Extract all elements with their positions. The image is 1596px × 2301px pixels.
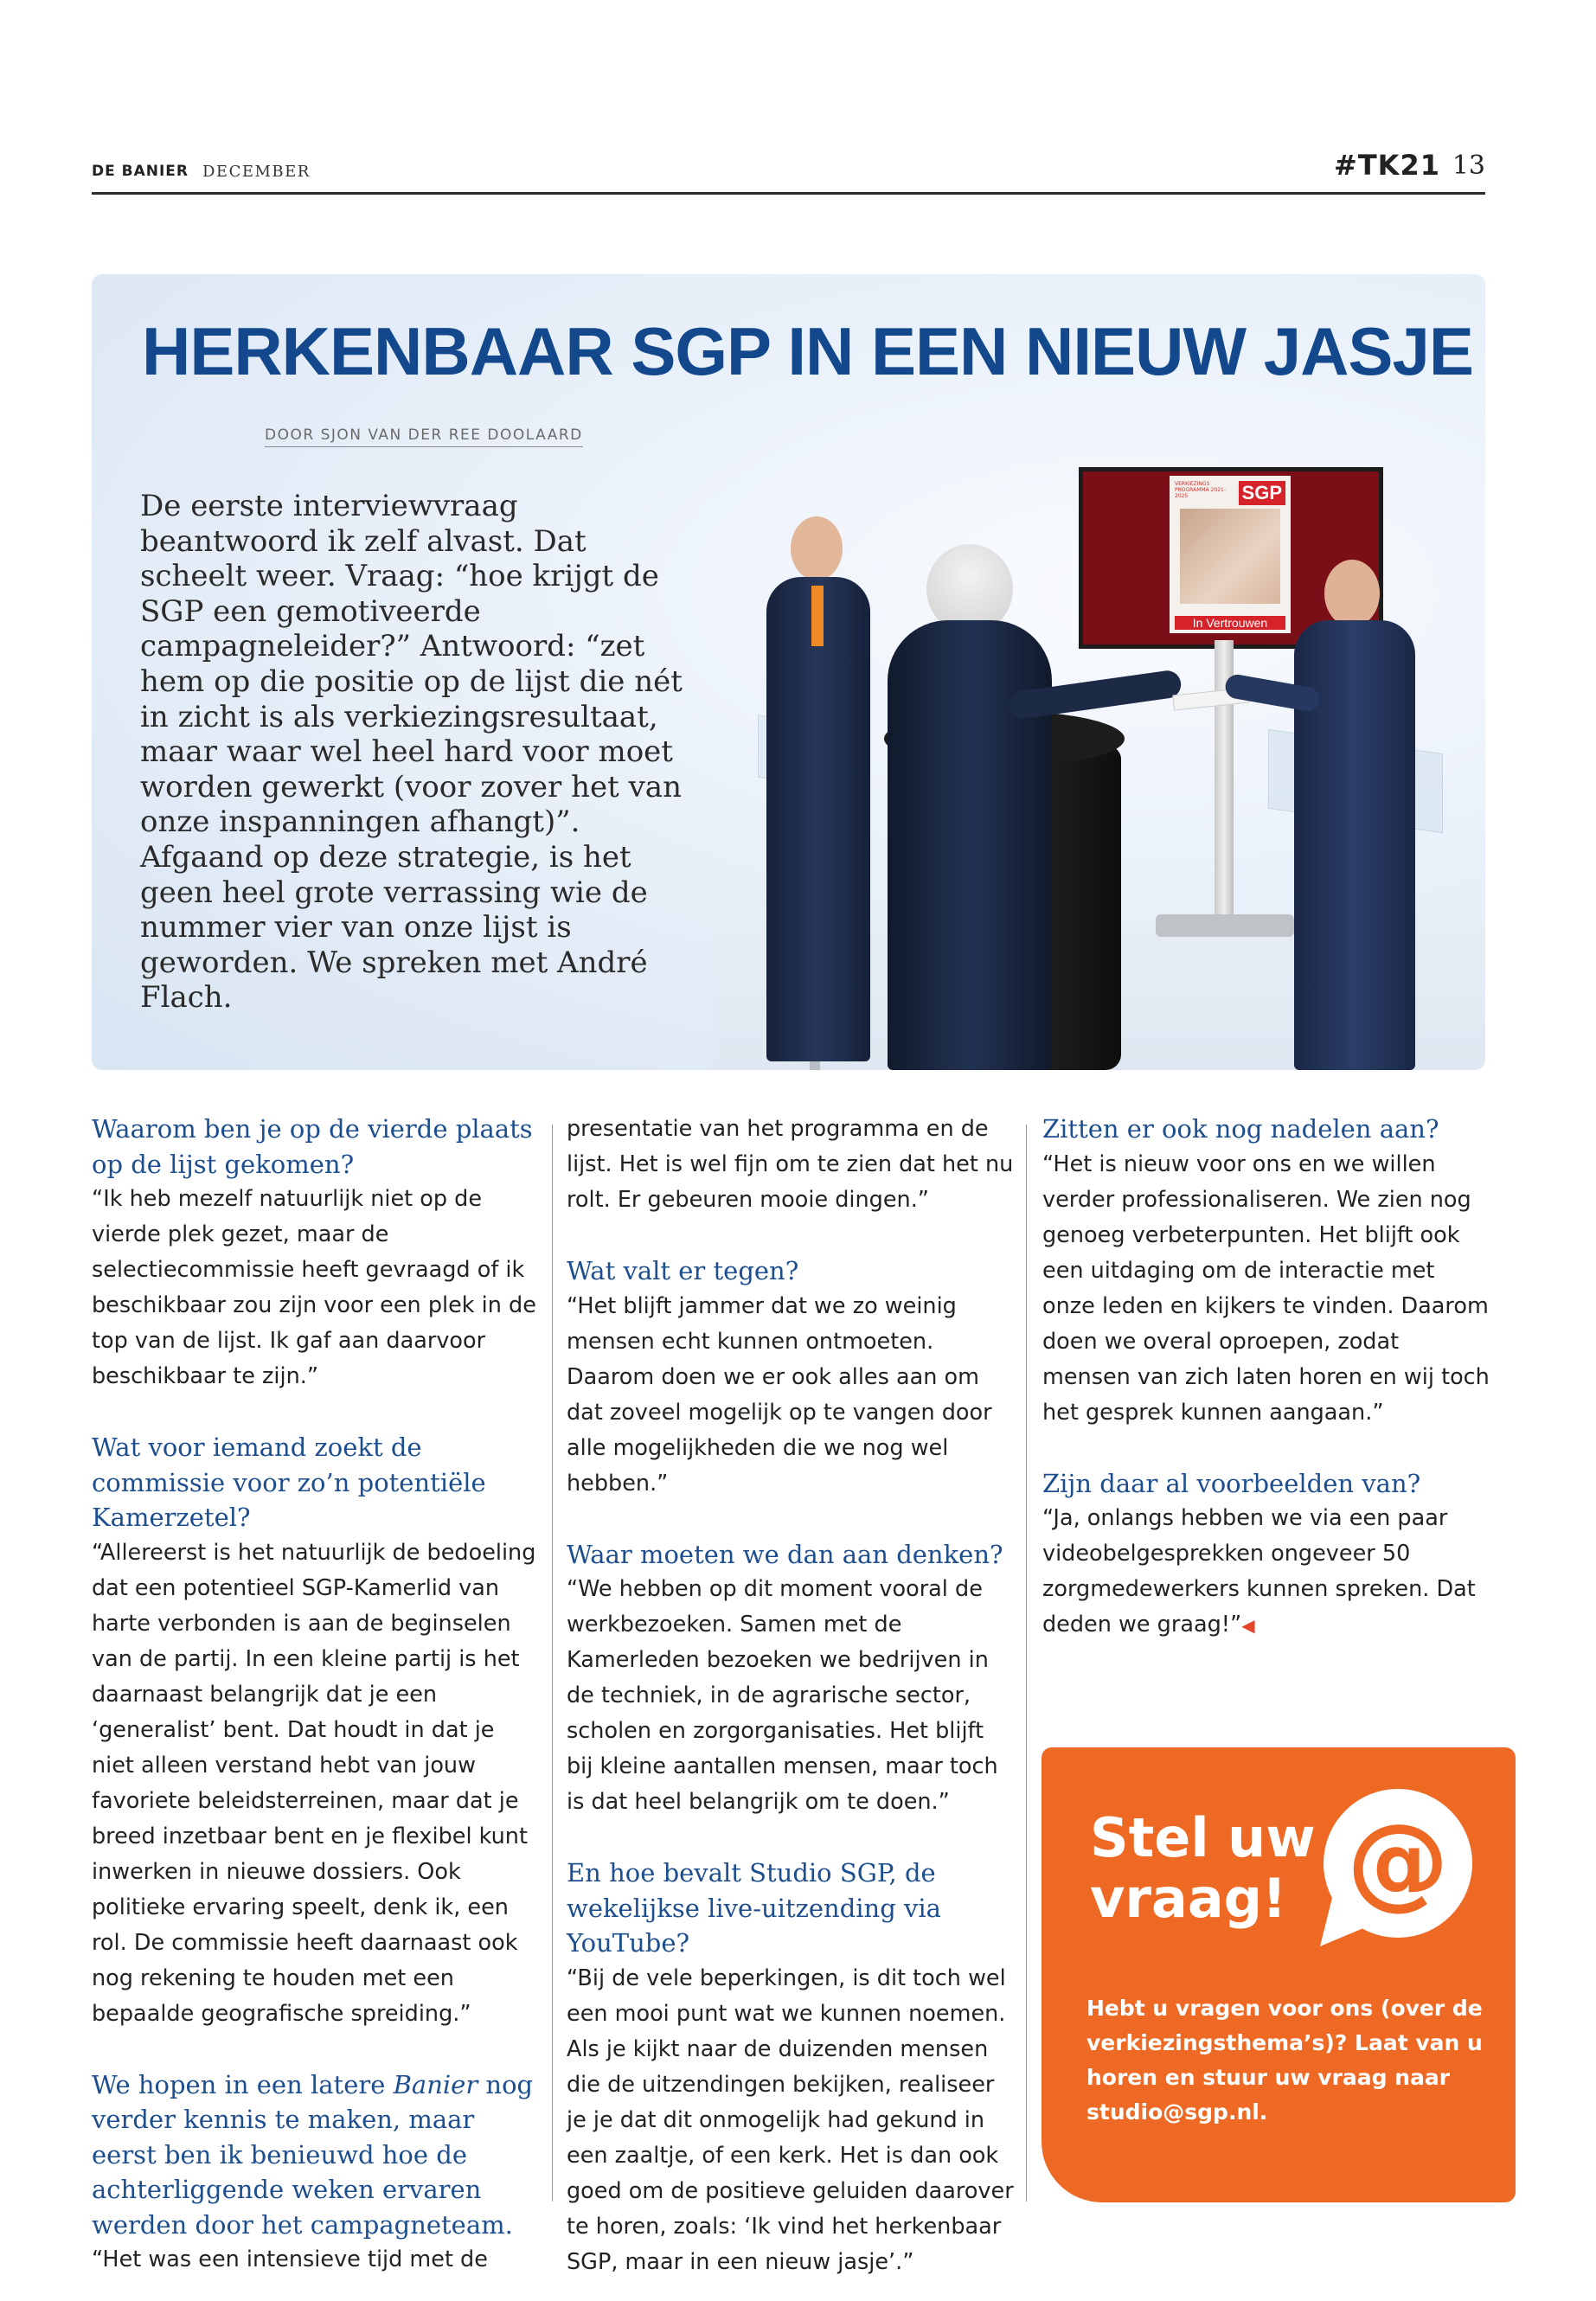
cover-photo: [1180, 509, 1280, 604]
answer-2: “Allereerst is het natuurlijk de bedoeling dat een potentieel SGP-Kamerlid van harte verbonden is aan de beginselen van de partij. In een kleine partij is het daarnaast belangrijk dat je een ‘generalist’ bent. Dat houdt in dat je niet alleen verstand hebt van jouw favoriete beleidsterreinen, maar dat je breed inzetbaar bent en je flexibel kunt inwerken in nieuwe dossiers. Ook politieke ervaring speelt, denk ik, een rol. De commissie heeft daarnaast ook nog rekening te houden met een bepaalde geografische spreiding.”: [92, 1539, 536, 2027]
question-3-emphasis: Banier: [393, 2069, 478, 2099]
sgp-logo: SGP: [1239, 481, 1285, 505]
person-right-head: [1324, 560, 1380, 627]
answer-6: “Bij de vele beperkingen, is dit toch wel een mooi punt wat we kunnen noemen. Als je kijkt naar de duizenden mensen die de uitzendingen bekijken, realiseer je je dat dit onmogelijk had gekund in een zaaltje, of een kerk. Het is dan ook goed om de positieve geluiden daarover te horen, zoals: ‘Ik vind het herkenbaar SGP, maar in een nieuw jasje’.”: [567, 1965, 1014, 2275]
question-3: [92, 2067, 542, 2243]
hero-photo: [715, 274, 1485, 1070]
question-5: Waar moeten we dan aan denken?: [567, 1539, 1003, 1569]
page-number: 13: [1452, 151, 1485, 181]
column-3: [1042, 1112, 1492, 1644]
screen-subtitle: In Vertrouwen: [1175, 616, 1285, 630]
answer-3-start: “Het was een intensieve tijd met de: [92, 2247, 488, 2272]
answer-7: “Het is nieuw voor ons en we willen verder professionaliseren. We zien nog genoeg verbeterpunten. Het blijft ook een uitdaging om de interactie met onze leden en kijkers te vinden. Daarom doen we overal oproepen, zodat mensen van zich laten horen en wij toch het gesprek kunnen aangaan.”: [1042, 1150, 1490, 1426]
question-3-part1: We hopen in een latere: [92, 2069, 394, 2099]
question-3-part2: nog verder kennis te maken, maar eerst ben ik benieuwd hoe de achterliggende weken ervaren werden door het campagneteam.: [92, 2069, 534, 2240]
answer-3-continued: presentatie van het programma en de lijst. Het is wel fijn om te zien dat het nu rolt. Er gebeuren mooie dingen.”: [567, 1116, 1014, 1213]
person-back-tie: [811, 586, 824, 646]
column-divider-1: [552, 1125, 553, 2202]
hero-panel: [92, 274, 1485, 1070]
person-center-body: [888, 620, 1052, 1070]
column-divider-2: [1026, 1125, 1027, 2202]
question-8: Zijn daar al voorbeelden van?: [1042, 1468, 1421, 1498]
answer-5: “We hebben op dit moment vooral de werkbezoeken. Samen met de Kamerleden bezoeken we bedrijven in de techniek, in de agrarische sector, scholen en zorgorganisaties. Het blijft bij kleine aantallen mensen, maar toch is dat heel belangrijk om te doen.”: [567, 1576, 998, 1815]
question-2: Wat voor iemand zoekt de commissie voor zo’n potentiële Kamerzetel?: [92, 1433, 486, 1532]
question-6: En hoe bevalt Studio SGP, de wekelijkse live-uitzending via YouTube?: [567, 1858, 941, 1958]
ask-question-box: [1042, 1747, 1516, 2202]
ask-box-text: Hebt u vragen voor ons (over de verkiezingsthema’s)? Laat van u horen en stuur uw vraag naar studio@sgp.nl.: [1086, 1996, 1483, 2125]
page-header: [92, 149, 1485, 195]
program-cover: [1170, 476, 1291, 633]
article-headline: HERKENBAAR SGP IN EEN NIEUW JASJE: [142, 313, 1473, 389]
answer-4: “Het blijft jammer dat we zo weinig mensen echt kunnen ontmoeten. Daarom doen we er ook alles aan om dat zoveel mogelijk op te vangen door alle mogelijkheden die we nog wel hebben.”: [567, 1292, 992, 1497]
article-byline: DOOR SJON VAN DER REE DOOLAARD: [265, 426, 583, 447]
screen-stand-base: [1156, 914, 1294, 937]
person-back-body: [766, 577, 870, 1061]
at-sign-speech-bubble-icon: [1313, 1785, 1477, 1950]
question-1: Waarom ben je op de vierde plaats op de lijst gekomen?: [92, 1114, 533, 1179]
article-intro: De eerste interviewvraag beantwoord ik zelf alvast. Dat scheelt weer. Vraag: “hoe krijgt de SGP een gemotiveerde campagneleider?” Antwoord: “zet hem op die positie op de lijst die nét in zicht is als verkiezingsresultaat, maar waar wel heel hard voor moet worden gewerkt (voor zover het van onze inspanningen afhangt)”. Afgaand op deze strategie, is het geen heel grote verrassing wie de nummer vier van onze lijst is geworden. We spreken met André Flach.: [140, 489, 683, 1016]
question-7: Zitten er ook nog nadelen aan?: [1042, 1114, 1439, 1144]
column-1: [92, 1112, 542, 2278]
column-2: [567, 1112, 1016, 2280]
svg-text:@: @: [1347, 1801, 1449, 1920]
answer-8: [1042, 1501, 1492, 1644]
end-mark-icon: ◀: [1241, 1615, 1255, 1636]
section-tag: #TK21: [1334, 149, 1440, 182]
question-4: Wat valt er tegen?: [567, 1256, 799, 1285]
person-back-head: [791, 516, 843, 580]
publication-name: DE BANIER: [92, 163, 189, 180]
answer-1: “Ik heb mezelf natuurlijk niet op de vierde plek gezet, maar de selectiecommissie heeft gevraagd of ik beschikbaar zou zijn voor een plek in de top van de lijst. Ik gaf aan daarvoor beschikbaar te zijn.”: [92, 1186, 536, 1389]
ask-box-title: Stel uw vraag!: [1090, 1806, 1316, 1930]
answer-8-text: “Ja, onlangs hebben we via een paar videobelgesprekken ongeveer 50 zorgmedewerkers kunnen spreken. Dat deden we graag!”: [1042, 1505, 1476, 1638]
screen-small-text: VERKIEZINGS PROGRAMMA 2021-2025: [1175, 481, 1226, 499]
issue-month: DECEMBER: [202, 163, 311, 181]
